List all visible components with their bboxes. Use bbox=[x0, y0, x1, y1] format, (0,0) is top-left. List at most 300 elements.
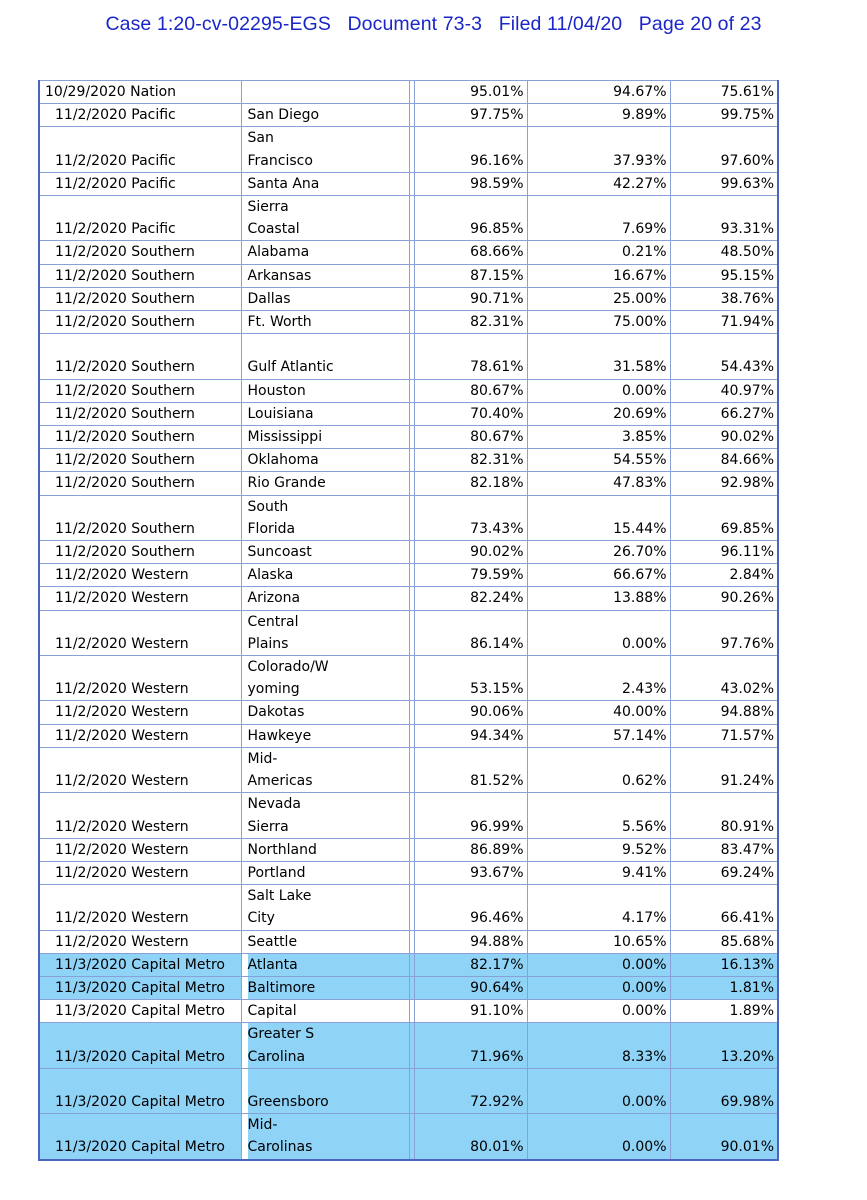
table-row bbox=[39, 656, 778, 701]
date-cell: 11/3/2020 bbox=[55, 1048, 127, 1065]
percent-cell-3: 99.75% bbox=[670, 104, 778, 127]
table-row bbox=[39, 838, 778, 861]
percent-cell-2: 42.27% bbox=[527, 172, 670, 195]
date-cell: 11/2/2020 bbox=[55, 910, 127, 927]
table-row bbox=[39, 541, 778, 564]
percent-cell-1: 86.14% bbox=[414, 610, 527, 655]
percent-cell-3: 38.76% bbox=[670, 287, 778, 310]
date-area-cell bbox=[39, 976, 241, 999]
district-cell bbox=[241, 610, 409, 655]
area-cell: Western bbox=[131, 567, 189, 584]
percent-cell-2: 16.67% bbox=[527, 264, 670, 287]
page-number: Page 20 of 23 bbox=[638, 13, 762, 35]
area-cell: Southern bbox=[131, 244, 195, 261]
district-line: Florida bbox=[247, 520, 296, 537]
date-area-cell bbox=[39, 793, 241, 838]
date-cell: 11/2/2020 bbox=[55, 635, 127, 652]
percent-cell-3: 48.50% bbox=[670, 241, 778, 264]
percent-cell-1: 93.67% bbox=[414, 861, 527, 884]
percent-cell-1: 90.02% bbox=[414, 541, 527, 564]
percent-cell-3: 99.63% bbox=[670, 172, 778, 195]
district-line: Mississippi bbox=[247, 429, 323, 446]
table-row bbox=[39, 472, 778, 495]
table-row bbox=[39, 172, 778, 195]
percent-cell-3: 71.57% bbox=[670, 724, 778, 747]
date-area-cell bbox=[39, 1000, 241, 1023]
percent-cell-2: 0.00% bbox=[527, 1000, 670, 1023]
date-cell: 11/2/2020 bbox=[55, 704, 127, 721]
percent-cell-3: 92.98% bbox=[670, 472, 778, 495]
date-area-cell bbox=[39, 953, 241, 976]
percent-cell-1: 98.59% bbox=[414, 172, 527, 195]
district-line: Francisco bbox=[247, 152, 313, 169]
percent-cell-2: 54.55% bbox=[527, 449, 670, 472]
district-line: Mid- bbox=[248, 1114, 409, 1136]
percent-cell-1: 82.17% bbox=[414, 953, 527, 976]
date-area-cell bbox=[39, 379, 241, 402]
table-row bbox=[39, 495, 778, 540]
area-cell: Southern bbox=[131, 359, 195, 376]
percent-cell-2: 7.69% bbox=[527, 196, 670, 241]
percent-cell-1: 73.43% bbox=[414, 495, 527, 540]
district-line: Salt Lake bbox=[247, 888, 312, 905]
percent-cell-2: 40.00% bbox=[527, 701, 670, 724]
district-cell bbox=[241, 1068, 409, 1113]
district-cell bbox=[241, 311, 409, 334]
district-line: Ft. Worth bbox=[247, 314, 312, 331]
percent-cell-2: 15.44% bbox=[527, 495, 670, 540]
district-line: Mid- bbox=[247, 750, 278, 767]
date-area-cell bbox=[39, 104, 241, 127]
percent-cell-2: 9.52% bbox=[527, 838, 670, 861]
table-row bbox=[39, 861, 778, 884]
date-cell: 11/3/2020 bbox=[55, 1139, 127, 1156]
date-cell: 11/2/2020 bbox=[55, 727, 127, 744]
percent-cell-1: 91.10% bbox=[414, 1000, 527, 1023]
percent-cell-3: 1.89% bbox=[670, 1000, 778, 1023]
date-cell: 11/2/2020 bbox=[55, 681, 127, 698]
table-row bbox=[39, 953, 778, 976]
district-cell bbox=[241, 861, 409, 884]
percent-cell-1: 94.34% bbox=[414, 724, 527, 747]
percent-cell-1: 78.61% bbox=[414, 334, 527, 379]
district-line: Santa Ana bbox=[247, 175, 320, 192]
date-area-cell bbox=[39, 1068, 241, 1113]
date-area-cell bbox=[39, 196, 241, 241]
district-cell bbox=[241, 287, 409, 310]
district-line: Baltimore bbox=[248, 977, 409, 999]
percent-cell-3: 97.60% bbox=[670, 127, 778, 172]
area-cell: Capital Metro bbox=[131, 1003, 225, 1020]
date-area-cell bbox=[39, 587, 241, 610]
date-cell: 11/2/2020 bbox=[55, 429, 127, 446]
percent-cell-2: 0.00% bbox=[527, 1068, 670, 1113]
percent-cell-1: 80.67% bbox=[414, 379, 527, 402]
area-cell: Western bbox=[131, 704, 189, 721]
date-cell: 11/3/2020 bbox=[55, 979, 127, 996]
table-row bbox=[39, 587, 778, 610]
date-cell: 11/2/2020 bbox=[55, 520, 127, 537]
table-row bbox=[39, 311, 778, 334]
district-line: Atlanta bbox=[248, 954, 409, 976]
table-row bbox=[39, 264, 778, 287]
district-line bbox=[248, 334, 409, 356]
percent-cell-3: 90.26% bbox=[670, 587, 778, 610]
district-cell bbox=[241, 495, 409, 540]
district-cell bbox=[241, 656, 409, 701]
table-body bbox=[39, 81, 778, 1160]
district-line: Americas bbox=[247, 773, 313, 790]
percent-cell-1: 81.52% bbox=[414, 747, 527, 792]
district-cell bbox=[241, 953, 409, 976]
date-area-cell bbox=[39, 264, 241, 287]
date-cell: 11/2/2020 bbox=[55, 590, 127, 607]
percent-cell-3: 90.02% bbox=[670, 426, 778, 449]
percent-cell-2: 13.88% bbox=[527, 587, 670, 610]
percent-cell-3: 91.24% bbox=[670, 747, 778, 792]
district-line: Suncoast bbox=[247, 544, 312, 561]
area-cell: Western bbox=[131, 818, 189, 835]
percent-cell-2: 2.43% bbox=[527, 656, 670, 701]
district-cell bbox=[241, 196, 409, 241]
area-cell: Western bbox=[131, 773, 189, 790]
district-cell bbox=[241, 104, 409, 127]
date-area-cell bbox=[39, 541, 241, 564]
percent-cell-1: 87.15% bbox=[414, 264, 527, 287]
date-area-cell bbox=[39, 172, 241, 195]
percent-cell-2: 47.83% bbox=[527, 472, 670, 495]
percent-cell-3: 96.11% bbox=[670, 541, 778, 564]
percent-cell-2: 75.00% bbox=[527, 311, 670, 334]
table-row bbox=[39, 287, 778, 310]
area-cell: Western bbox=[131, 933, 189, 950]
table-row bbox=[39, 747, 778, 792]
date-area-cell bbox=[39, 610, 241, 655]
date-area-cell bbox=[39, 838, 241, 861]
area-cell: Southern bbox=[131, 314, 195, 331]
area-cell: Pacific bbox=[131, 175, 176, 192]
area-cell: Southern bbox=[131, 290, 195, 307]
area-cell: Capital Metro bbox=[131, 979, 225, 996]
percent-cell-2: 3.85% bbox=[527, 426, 670, 449]
area-cell: Pacific bbox=[131, 152, 176, 169]
district-cell bbox=[241, 449, 409, 472]
district-cell bbox=[241, 564, 409, 587]
date-cell: 11/2/2020 bbox=[55, 359, 127, 376]
district-line: Hawkeye bbox=[247, 727, 312, 744]
percent-cell-1: 90.64% bbox=[414, 976, 527, 999]
date-cell: 11/3/2020 bbox=[55, 1003, 127, 1020]
date-area-cell bbox=[39, 287, 241, 310]
district-cell bbox=[241, 81, 409, 104]
table-row bbox=[39, 426, 778, 449]
percent-cell-2: 9.41% bbox=[527, 861, 670, 884]
district-line: Houston bbox=[247, 382, 306, 399]
district-cell bbox=[241, 885, 409, 930]
area-cell: Western bbox=[131, 864, 189, 881]
district-cell bbox=[241, 1023, 409, 1068]
district-line: Capital bbox=[247, 1003, 297, 1020]
date-area-cell bbox=[39, 472, 241, 495]
percent-cell-2: 0.00% bbox=[527, 976, 670, 999]
district-cell bbox=[241, 426, 409, 449]
area-cell: Southern bbox=[131, 382, 195, 399]
district-cell bbox=[241, 701, 409, 724]
date-cell: 11/2/2020 bbox=[55, 818, 127, 835]
percent-cell-3: 90.01% bbox=[670, 1114, 778, 1160]
percent-cell-1: 96.16% bbox=[414, 127, 527, 172]
date-area-cell bbox=[39, 701, 241, 724]
percent-cell-3: 80.91% bbox=[670, 793, 778, 838]
area-cell: Pacific bbox=[131, 107, 176, 124]
district-line: Nevada bbox=[247, 796, 301, 813]
area-cell: Western bbox=[131, 681, 189, 698]
percent-cell-1: 86.89% bbox=[414, 838, 527, 861]
percent-cell-2: 0.62% bbox=[527, 747, 670, 792]
date-cell: 11/2/2020 bbox=[55, 107, 127, 124]
area-cell: Nation bbox=[130, 84, 177, 100]
table-row bbox=[39, 701, 778, 724]
percent-cell-2: 8.33% bbox=[527, 1023, 670, 1068]
date-area-cell bbox=[39, 861, 241, 884]
area-cell: Southern bbox=[131, 544, 195, 561]
percent-cell-1: 80.67% bbox=[414, 426, 527, 449]
percent-cell-3: 54.43% bbox=[670, 334, 778, 379]
date-cell: 11/2/2020 bbox=[55, 544, 127, 561]
percent-cell-2: 0.00% bbox=[527, 1114, 670, 1160]
date-cell: 11/2/2020 bbox=[55, 290, 127, 307]
percent-cell-1: 96.46% bbox=[414, 885, 527, 930]
percent-cell-3: 97.76% bbox=[670, 610, 778, 655]
table-row bbox=[39, 793, 778, 838]
district-line: Carolina bbox=[248, 1046, 409, 1068]
district-cell bbox=[241, 976, 409, 999]
percent-cell-2: 57.14% bbox=[527, 724, 670, 747]
district-line: Sierra bbox=[247, 818, 289, 835]
date-area-cell bbox=[39, 885, 241, 930]
district-line: Coastal bbox=[247, 221, 300, 238]
area-cell: Western bbox=[131, 635, 189, 652]
date-cell: 11/2/2020 bbox=[55, 405, 127, 422]
percent-cell-3: 84.66% bbox=[670, 449, 778, 472]
percent-cell-1: 71.96% bbox=[414, 1023, 527, 1068]
area-cell: Southern bbox=[131, 429, 195, 446]
table-row bbox=[39, 1000, 778, 1023]
table-row bbox=[39, 564, 778, 587]
table-row bbox=[39, 976, 778, 999]
percent-cell-3: 69.24% bbox=[670, 861, 778, 884]
percent-cell-2: 94.67% bbox=[527, 81, 670, 104]
page-header bbox=[0, 13, 867, 36]
district-cell bbox=[241, 1114, 409, 1160]
district-line: Plains bbox=[247, 635, 289, 652]
district-cell bbox=[241, 172, 409, 195]
percent-cell-1: 96.99% bbox=[414, 793, 527, 838]
table-row bbox=[39, 610, 778, 655]
table-row bbox=[39, 885, 778, 930]
table-row bbox=[39, 1023, 778, 1068]
percent-cell-3: 71.94% bbox=[670, 311, 778, 334]
table-row bbox=[39, 379, 778, 402]
percent-cell-3: 40.97% bbox=[670, 379, 778, 402]
date-area-cell bbox=[39, 1114, 241, 1160]
district-line: South bbox=[247, 498, 289, 515]
district-line: City bbox=[247, 910, 275, 927]
table-row bbox=[39, 1114, 778, 1160]
percent-cell-2: 0.00% bbox=[527, 610, 670, 655]
date-area-cell bbox=[39, 426, 241, 449]
district-line: Rio Grande bbox=[247, 475, 326, 492]
percent-cell-1: 80.01% bbox=[414, 1114, 527, 1160]
percent-cell-2: 4.17% bbox=[527, 885, 670, 930]
percent-cell-3: 66.41% bbox=[670, 885, 778, 930]
district-cell bbox=[241, 127, 409, 172]
percent-cell-1: 68.66% bbox=[414, 241, 527, 264]
district-cell bbox=[241, 541, 409, 564]
table-row bbox=[39, 196, 778, 241]
percent-cell-1: 94.88% bbox=[414, 930, 527, 953]
district-line: Gulf Atlantic bbox=[247, 359, 334, 376]
district-line: yoming bbox=[247, 681, 300, 698]
date-cell: 11/2/2020 bbox=[55, 567, 127, 584]
percent-cell-3: 69.98% bbox=[670, 1068, 778, 1113]
district-line: Alaska bbox=[247, 567, 294, 584]
percent-cell-3: 66.27% bbox=[670, 402, 778, 425]
district-cell bbox=[241, 334, 409, 379]
percent-cell-2: 66.67% bbox=[527, 564, 670, 587]
table-row bbox=[39, 127, 778, 172]
date-area-cell bbox=[39, 311, 241, 334]
district-line: Louisiana bbox=[247, 405, 314, 422]
date-area-cell bbox=[39, 564, 241, 587]
percent-cell-3: 83.47% bbox=[670, 838, 778, 861]
percent-cell-2: 5.56% bbox=[527, 793, 670, 838]
district-cell bbox=[241, 1000, 409, 1023]
district-line: Colorado/W bbox=[247, 659, 329, 676]
district-cell bbox=[241, 724, 409, 747]
percent-cell-2: 0.21% bbox=[527, 241, 670, 264]
percent-cell-1: 82.31% bbox=[414, 449, 527, 472]
district-cell bbox=[241, 838, 409, 861]
percent-cell-3: 95.15% bbox=[670, 264, 778, 287]
percent-cell-3: 69.85% bbox=[670, 495, 778, 540]
date-area-cell bbox=[39, 1023, 241, 1068]
date-cell: 11/2/2020 bbox=[55, 933, 127, 950]
table-row bbox=[39, 334, 778, 379]
area-cell: Western bbox=[131, 727, 189, 744]
date-area-cell bbox=[39, 402, 241, 425]
district-line: Arkansas bbox=[247, 267, 312, 284]
case-number: Case 1:20-cv-02295-EGS bbox=[105, 13, 331, 35]
area-cell: Western bbox=[131, 841, 189, 858]
date-cell: 11/2/2020 bbox=[55, 175, 127, 192]
percent-cell-2: 31.58% bbox=[527, 334, 670, 379]
date-area-cell bbox=[39, 449, 241, 472]
percent-cell-1: 82.18% bbox=[414, 472, 527, 495]
district-line: Arizona bbox=[247, 590, 301, 607]
district-line: Carolinas bbox=[248, 1136, 409, 1158]
percent-cell-1: 72.92% bbox=[414, 1068, 527, 1113]
table-row bbox=[39, 724, 778, 747]
date-area-cell bbox=[39, 495, 241, 540]
district-cell bbox=[241, 587, 409, 610]
area-cell: Southern bbox=[131, 475, 195, 492]
date-area-cell bbox=[39, 241, 241, 264]
percent-cell-1: 97.75% bbox=[414, 104, 527, 127]
percent-cell-1: 70.40% bbox=[414, 402, 527, 425]
percent-cell-2: 0.00% bbox=[527, 379, 670, 402]
date-cell: 11/2/2020 bbox=[55, 475, 127, 492]
date-cell: 11/2/2020 bbox=[55, 452, 127, 469]
percent-cell-1: 90.71% bbox=[414, 287, 527, 310]
percent-cell-3: 1.81% bbox=[670, 976, 778, 999]
table-row bbox=[39, 930, 778, 953]
percent-cell-1: 79.59% bbox=[414, 564, 527, 587]
area-cell: Southern bbox=[131, 452, 195, 469]
percent-cell-1: 90.06% bbox=[414, 701, 527, 724]
date-area-cell bbox=[39, 81, 241, 104]
district-line: Seattle bbox=[247, 933, 298, 950]
area-cell: Capital Metro bbox=[131, 1093, 225, 1110]
date-cell: 11/3/2020 bbox=[55, 956, 127, 973]
area-cell: Southern bbox=[131, 267, 195, 284]
date-cell: 11/2/2020 bbox=[55, 244, 127, 261]
percent-cell-1: 96.85% bbox=[414, 196, 527, 241]
date-area-cell bbox=[39, 724, 241, 747]
district-cell bbox=[241, 241, 409, 264]
table-row bbox=[39, 81, 778, 104]
date-cell: 11/2/2020 bbox=[55, 267, 127, 284]
date-cell: 10/29/2020 bbox=[45, 84, 126, 100]
percent-cell-2: 37.93% bbox=[527, 127, 670, 172]
district-cell bbox=[241, 747, 409, 792]
date-cell: 11/2/2020 bbox=[55, 152, 127, 169]
area-cell: Capital Metro bbox=[131, 956, 225, 973]
table-row bbox=[39, 1068, 778, 1113]
area-cell: Capital Metro bbox=[131, 1048, 225, 1065]
district-line: Dakotas bbox=[247, 704, 305, 721]
date-cell: 11/2/2020 bbox=[55, 382, 127, 399]
table-row bbox=[39, 449, 778, 472]
percent-cell-1: 82.24% bbox=[414, 587, 527, 610]
percent-cell-3: 85.68% bbox=[670, 930, 778, 953]
table-row bbox=[39, 402, 778, 425]
percent-cell-2: 9.89% bbox=[527, 104, 670, 127]
date-area-cell bbox=[39, 930, 241, 953]
district-cell bbox=[241, 930, 409, 953]
area-cell: Capital Metro bbox=[131, 1139, 225, 1156]
date-cell: 11/2/2020 bbox=[55, 864, 127, 881]
date-cell: 11/2/2020 bbox=[55, 221, 127, 238]
district-line: Alabama bbox=[247, 244, 310, 261]
date-area-cell bbox=[39, 127, 241, 172]
district-cell bbox=[241, 402, 409, 425]
percent-cell-3: 94.88% bbox=[670, 701, 778, 724]
date-area-cell bbox=[39, 334, 241, 379]
percent-cell-3: 13.20% bbox=[670, 1023, 778, 1068]
district-line: Oklahoma bbox=[247, 452, 319, 469]
district-cell bbox=[241, 793, 409, 838]
date-cell: 11/2/2020 bbox=[55, 314, 127, 331]
district-line: Northland bbox=[247, 841, 317, 858]
percent-cell-3: 75.61% bbox=[670, 81, 778, 104]
district-cell bbox=[241, 264, 409, 287]
district-line bbox=[248, 1069, 409, 1091]
percent-cell-3: 16.13% bbox=[670, 953, 778, 976]
percent-cell-1: 53.15% bbox=[414, 656, 527, 701]
percent-cell-2: 25.00% bbox=[527, 287, 670, 310]
date-cell: 11/3/2020 bbox=[55, 1093, 127, 1110]
